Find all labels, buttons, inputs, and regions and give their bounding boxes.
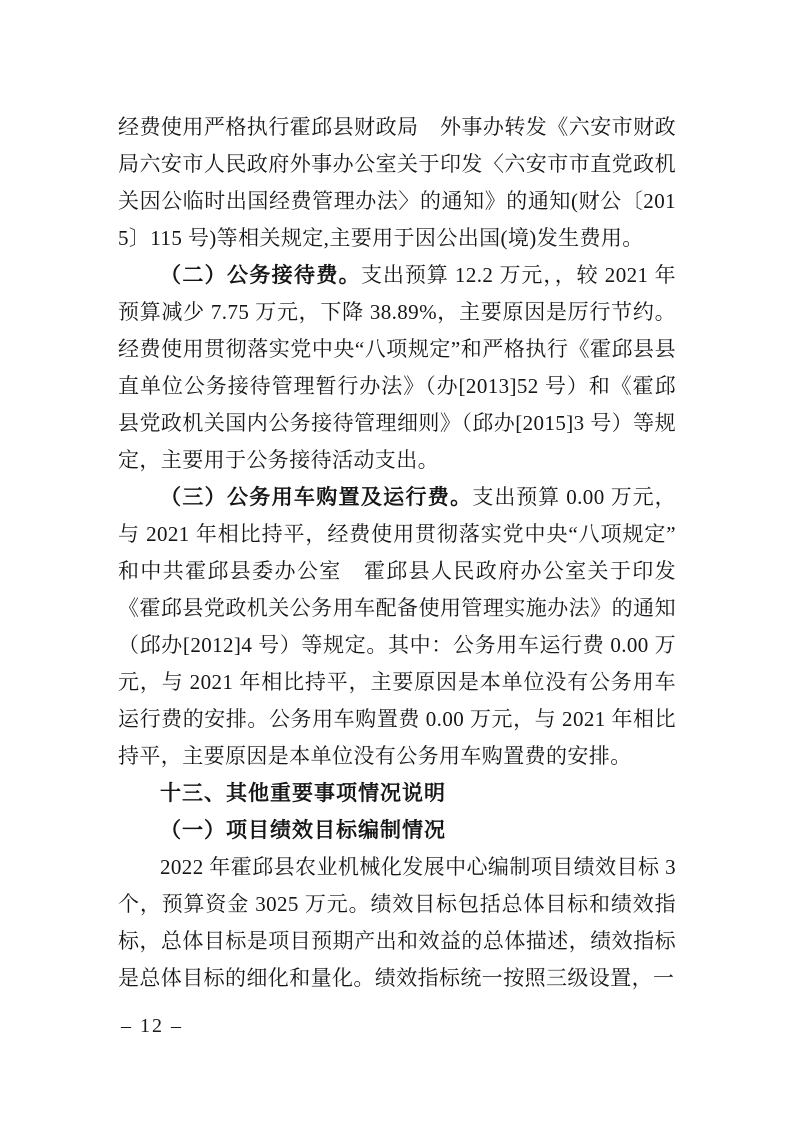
page-content xyxy=(118,109,676,997)
paragraph-official-reception-expense xyxy=(118,257,676,479)
paragraph-text: 支出预算 12.2 万元，，较 2021 年预算减少 7.75 万元，下降 38.89%，主要原因是厉行节约。经费使用贯彻落实党中央“八项规定”和严格执行《霍邱县县直单位公务接待管理暂行办法》（办[2013]52 号）和《霍邱县党政机关国内公务接待管理细则》（邱办[2015]3 号）等规定，主要用于公务接待活动支出。 xyxy=(118,263,676,472)
subsection-heading-performance-targets: （一）项目绩效目标编制情况 xyxy=(160,819,446,842)
run-in-heading-reception: （二）公务接待费。 xyxy=(160,264,361,287)
paragraph-official-vehicle-expense xyxy=(118,479,676,775)
section-heading-other-important-matters: 十三、其他重要事项情况说明 xyxy=(160,782,446,805)
run-in-heading-vehicle: （三）公务用车购置及运行费。 xyxy=(160,486,473,509)
paragraph-text: 支出预算 0.00 万元，与 2021 年相比持平，经费使用贯彻落实党中央“八项规定”和中共霍邱县委办公室 霍邱县人民政府办公室关于印发《霍邱县党政机关公务用车配备使用管理实施办法》的通知（邱办[2012]4 号）等规定。其中：公务用车运行费 0.00 万元，与 2021 年相比持平，主要原因是本单位没有公务用车运行费的安排。公务用车购置费 0.00 万元，与 2021 年相比持平，主要原因是本单位没有公务用车购置费的安排。 xyxy=(118,485,676,768)
paragraph-performance-targets xyxy=(118,849,676,997)
paragraph-foreign-travel-expense xyxy=(118,109,676,257)
paragraph-text: 经费使用严格执行霍邱县财政局 外事办转发《六安市财政局六安市人民政府外事办公室关于印发〈六安市市直党政机关因公临时出国经费管理办法〉的通知》的通知(财公〔2015〕115 号)等相关规定,主要用于因公出国(境)发生费用。 xyxy=(118,115,676,250)
paragraph-text: 2022 年霍邱县农业机械化发展中心编制项目绩效目标 3 个，预算资金 3025 万元。绩效目标包括总体目标和绩效指标，总体目标是项目预期产出和效益的总体描述，绩效指标是总体目标的细化和量化。绩效指标统一按照三级设置，一 xyxy=(118,855,676,990)
page-number: – 12 – xyxy=(121,1015,183,1037)
